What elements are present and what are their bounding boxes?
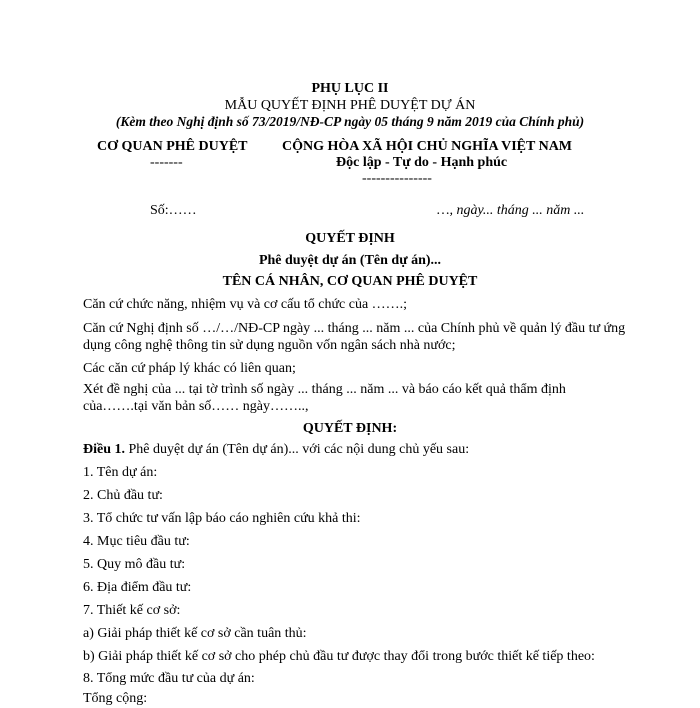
preamble-paragraph-2-line-2: dụng công nghệ thông tin sử dụng nguồn vốn ngân sách nhà nước; (83, 338, 456, 353)
list-item: 4. Mục tiêu đầu tư: (83, 534, 190, 549)
decides-heading: QUYẾT ĐỊNH: (302, 421, 398, 436)
article-1-label: Điều 1. (83, 442, 125, 457)
list-item: a) Giải pháp thiết kế cơ sở cần tuân thủ: (83, 626, 307, 641)
list-item: 3. Tổ chức tư vấn lập báo cáo nghiên cứu khả thi: (83, 511, 361, 526)
list-item: 5. Quy mô đầu tư: (83, 557, 186, 572)
document-number: Số:…… (150, 203, 197, 218)
article-1 (83, 441, 623, 459)
decision-subject: Phê duyệt dự án (Tên dự án)... (258, 253, 442, 268)
agency-name: CƠ QUAN PHÊ DUYỆT (97, 139, 248, 154)
list-item: 8. Tổng mức đầu tư của dự án: (83, 671, 255, 686)
list-item: 7. Thiết kế cơ sở: (83, 603, 181, 618)
preamble-paragraph-1: Căn cứ chức năng, nhiệm vụ và cơ cấu tổ chức của …….; (83, 297, 408, 312)
list-item: 1. Tên dự án: (83, 465, 158, 480)
document-date: …, ngày... tháng ... năm ... (437, 203, 585, 218)
list-item: b) Giải pháp thiết kế cơ sở cho phép chủ đầu tư được thay đổi trong bước thiết kế tiếp theo: (83, 649, 595, 664)
preamble-paragraph-2-line-1: Căn cứ Nghị định số …/…/NĐ-CP ngày ... tháng ... năm ... của Chính phủ về quản lý đầu tư ứng (83, 321, 626, 336)
nation-name: CỘNG HÒA XÃ HỘI CHỦ NGHĨA VIỆT NAM (282, 139, 573, 154)
appendix-heading: PHỤ LỤC II (311, 81, 389, 96)
list-item: Tổng cộng: (83, 691, 148, 706)
decision-issuer: TÊN CÁ NHÂN, CƠ QUAN PHÊ DUYỆT (222, 274, 478, 289)
article-1-text: Phê duyệt dự án (Tên dự án)... với các nội dung chủ yếu sau: (125, 442, 470, 457)
preamble-paragraph-4-line-2: của…….tại văn bản số…… ngày…….., (83, 399, 309, 414)
list-item: 6. Địa điểm đầu tư: (83, 580, 192, 595)
list-item: 2. Chủ đầu tư: (83, 488, 163, 503)
motto-dashes: --------------- (362, 171, 432, 186)
form-subtitle: (Kèm theo Nghị định số 73/2019/NĐ-CP ngày 05 tháng 9 năm 2019 của Chính phủ) (115, 114, 585, 129)
agency-dashes: ------- (150, 155, 183, 170)
preamble-paragraph-3: Các căn cứ pháp lý khác có liên quan; (83, 361, 296, 376)
national-motto: Độc lập - Tự do - Hạnh phúc (336, 155, 508, 170)
preamble-paragraph-4-line-1: Xét đề nghị của ... tại tờ trình số ngày ... tháng ... năm ... và báo cáo kết quả thẩm định (83, 382, 566, 397)
decision-title: QUYẾT ĐỊNH (305, 231, 395, 246)
form-title: MẪU QUYẾT ĐỊNH PHÊ DUYỆT DỰ ÁN (224, 98, 476, 113)
